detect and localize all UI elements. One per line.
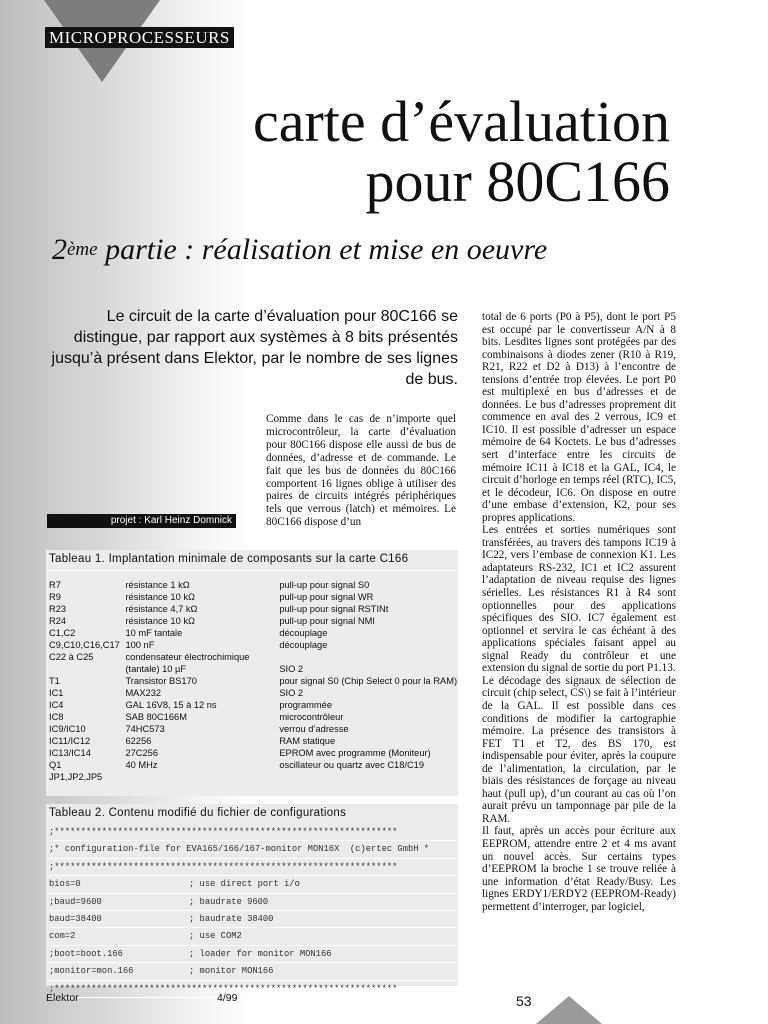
table-cell: résistance 4,7 kΩ — [125, 604, 198, 614]
table-cell: verrou d’adresse — [279, 724, 349, 734]
body-right-paragraph: Les entrées et sorties numériques sont transférées, au travers des tampons IC19 à IC22, vers l’embase de connexion K1. Les adaptateurs RS-232, IC1 et IC2 assurent l’adaptation de niveau requise des lignes sérielles. Les résistances R1 à R4 sont optionnelles pour des applications spécifiques des SIO. IC7 également est optionnel et servira le cas échéant à des applications spéciales faisant appel au signal Ready du contrôleur et une extension du signal de sortie du port P1.13. — [482, 524, 676, 675]
code-comment: ; monitor MON166 — [189, 966, 274, 977]
code-comment: ; baudrate 9600 — [189, 896, 269, 907]
table-cell: pull-up pour signal RSTINt — [279, 604, 389, 614]
body-right-paragraph: Le décodage des signaux de sélection de circuit (chip select, CS\) se fait à l’intérieur de la GAL. Il est possible dans ces conditions de modifier la cartographie mémoire. La présence des transistors à FET T1 et T2, des BS 170, est indispensable pour éviter, après la coupure de l’alimentation, la circulation, par le biais des résistances de forçage au niveau haut (pull up), d’un courant au cas où l’on aurait prévu un tamponnage par pile de la RAM. — [482, 674, 676, 825]
table-cell: JP1,JP2,JP5 — [49, 772, 103, 782]
table-cell: R24 — [49, 616, 67, 626]
table-cell: pull-up pour signal WR — [279, 592, 374, 602]
table-1-rows — [46, 571, 458, 783]
code-line — [49, 894, 458, 911]
table-cell: résistance 10 kΩ — [125, 616, 195, 626]
subtitle-rest: partie : réalisation et mise en oeuvre — [97, 233, 548, 266]
table-cell: IC13/IC14 — [49, 748, 91, 758]
table-cell: R9 — [49, 592, 61, 602]
table-cell: 62256 — [125, 736, 152, 746]
table-cell: microcontrôleur — [279, 712, 344, 722]
table-cell: 40 MHz — [125, 760, 158, 770]
code-key: ;monitor=mon.166 — [49, 966, 134, 977]
section-label: MICROPROCESSEURS — [45, 27, 234, 48]
table-row — [49, 771, 458, 783]
code-line — [49, 981, 458, 998]
table-cell: 100 nF — [125, 640, 155, 650]
table-row — [49, 759, 458, 771]
table-cell: R23 — [49, 604, 67, 614]
code-key: ;boot=boot.166 — [49, 948, 123, 959]
code-key: bios=0 — [49, 879, 81, 890]
table-cell: SAB 80C166M — [125, 712, 187, 722]
table-cell: 74HC573 — [125, 724, 165, 734]
table-cell: IC4 — [49, 700, 64, 710]
table-cell: oscillateur ou quartz avec C18/C19 — [279, 760, 425, 770]
table-cell: condensateur électrochimique — [125, 652, 250, 662]
page-number: 53 — [516, 993, 532, 1009]
table-cell: résistance 1 kΩ — [125, 580, 190, 590]
subtitle-sup: ème — [67, 239, 98, 260]
code-key: com=2 — [49, 931, 76, 942]
table-cell: GAL 16V8, 15 à 12 ns — [125, 700, 217, 710]
table-cell: Q1 — [49, 760, 62, 770]
title-line-2: pour 80C166 — [365, 149, 670, 214]
table-cell: SIO 2 — [279, 688, 304, 698]
table-cell — [49, 663, 125, 675]
table-row — [49, 627, 458, 639]
footer-issue: 4/99 — [217, 992, 238, 1004]
code-key: ;***************************************************************** — [49, 827, 398, 837]
table-row — [49, 723, 458, 735]
table-cell: IC9/IC10 — [49, 724, 86, 734]
table-cell: C22 à C25 — [49, 652, 94, 662]
code-line — [49, 859, 458, 876]
table-cell: programmée — [279, 700, 333, 710]
table-row — [49, 615, 458, 627]
code-key: ;***************************************************************** — [49, 861, 398, 872]
code-line — [49, 824, 458, 841]
table-cell: pull-up pour signal NMI — [279, 616, 375, 626]
code-key: baud=38400 — [49, 913, 102, 924]
table-row — [49, 675, 458, 687]
table-cell: pour signal S0 (Chip Select 0 pour la RAM) — [279, 676, 458, 686]
footer-triangle-decoration — [536, 996, 602, 1024]
table-cell: IC1 — [49, 688, 64, 698]
code-comment: ; use COM2 — [189, 931, 242, 942]
table-2-code — [46, 822, 458, 998]
table-row — [49, 603, 458, 615]
table-1-caption: Tableau 1. Implantation minimale de composants sur la carte C166 — [49, 553, 409, 565]
body-right-paragraph: Il faut, après un accès pour écriture aux EEPROM, attendre entre 2 et 4 ms avant un nouvel accès. Sur certains types d’EEPROM la broche 1 se trouve reliée à une information d’état Ready/Busy. Les lignes ERDY1/ERDY2 (EEPROM-Ready) permettent d’interroger, par logiciel, — [482, 825, 676, 913]
lede-paragraph: Le circuit de la carte d’évaluation pour 80C166 se distingue, par rapport aux systèmes à 8 bits présentés jusqu’à présent dans Elektor, par le nombre de ses lignes de bus. — [51, 308, 458, 388]
table-cell: C9,C10,C16,C17 — [49, 640, 120, 650]
code-line — [49, 876, 458, 893]
table-cell: IC11/IC12 — [49, 736, 91, 746]
code-comment: ; use direct port i/o — [189, 879, 300, 890]
table-row — [49, 735, 458, 747]
table-1 — [46, 550, 458, 796]
byline: projet : Karl Heinz Domnick — [47, 514, 236, 528]
footer-magazine: Elektor — [46, 992, 79, 1004]
table-cell: RAM statique — [279, 736, 336, 746]
code-comment: ; loader for monitor MON166 — [189, 948, 332, 959]
body-column-right — [482, 311, 676, 913]
table-cell — [279, 651, 458, 663]
table-cell — [125, 771, 279, 783]
table-cell: (tantale) 10 µF — [125, 664, 187, 674]
body-mid-paragraph: Comme dans le cas de n’importe quel microcontrôleur, la carte d’évaluation pour 80C166 dispose elle aussi de bus de données, d’adresse et de commande. Le fait que les bus de données du 80C166 comportent 16 lignes oblige à utiliser des paires de circuits intégrés périphériques tels que verrous (latch) et mémoires. Le 80C166 dispose d’un — [266, 413, 456, 529]
code-line — [49, 963, 458, 980]
table-cell: IC8 — [49, 712, 64, 722]
table-row — [49, 639, 458, 651]
table-cell: R7 — [49, 580, 61, 590]
table-cell: Transistor BS170 — [125, 676, 197, 686]
table-row — [49, 747, 458, 759]
table-cell: 27C256 — [125, 748, 159, 758]
title-line-1: carte d’évaluation — [252, 89, 670, 154]
table-cell: 10 mF tantale — [125, 628, 183, 638]
table-cell: MAX232 — [125, 688, 162, 698]
subtitle-number: 2 — [52, 233, 67, 266]
code-line — [49, 946, 458, 963]
article-subtitle — [52, 230, 547, 274]
code-key: ;* configuration-file for EVA165/166/167-monitor MON16X (c)ertec GmbH * — [49, 844, 430, 855]
table-row — [49, 591, 458, 603]
body-column-middle — [266, 413, 456, 529]
code-comment: ; baudrate 38400 — [189, 913, 274, 924]
code-line — [49, 911, 458, 928]
table-row — [49, 711, 458, 723]
table-row — [49, 663, 458, 675]
table-2-caption: Tableau 2. Contenu modifié du fichier de configurations — [49, 807, 347, 819]
table-cell: découplage — [279, 640, 328, 650]
table-cell: résistance 10 kΩ — [125, 592, 195, 602]
table-cell: EPROM avec programme (Moniteur) — [279, 748, 431, 758]
table-cell: SIO 2 — [279, 664, 304, 674]
table-cell: découplage — [279, 628, 328, 638]
table-cell — [279, 771, 458, 783]
table-row — [49, 699, 458, 711]
code-key: ;baud=9600 — [49, 896, 102, 907]
code-key: ;***************************************************************** — [49, 983, 398, 994]
table-cell: C1,C2 — [49, 628, 76, 638]
body-right-paragraph: total de 6 ports (P0 à P5), dont le port P5 est occupé par le convertisseur A/N à 8 bits. Lesdites lignes sont protégées par des combinaisons à diodes zener (R10 à R19, R21, R22 et D2 à D13) à l’encontre de tensions d’entrée trop élevées. Le port P0 est multiplexé en bus d’adresses et de données. Le bus d’adresses proprement dit commence en aval des 2 verrous, IC9 et IC10. Il est possible d’adresser un espace mémoire de 64 Koctets. Le bus d’adresses sert d’interface entre les circuits de mémoire IC11 à IC18 et la GAL, IC4, le circuit d’horloge en temps réel (RTC), IC5, et le décodeur, IC6. On dispose en outre d’une embase d’extension, K2, pour ses propres applications. — [482, 311, 676, 524]
table-2 — [46, 804, 458, 994]
code-line — [49, 928, 458, 945]
table-cell: pull-up pour signal S0 — [279, 580, 370, 590]
article-title — [252, 89, 670, 214]
table-row — [49, 579, 458, 591]
table-row — [49, 687, 458, 699]
table-cell: T1 — [49, 676, 60, 686]
code-line — [49, 841, 458, 858]
table-row — [49, 651, 458, 663]
